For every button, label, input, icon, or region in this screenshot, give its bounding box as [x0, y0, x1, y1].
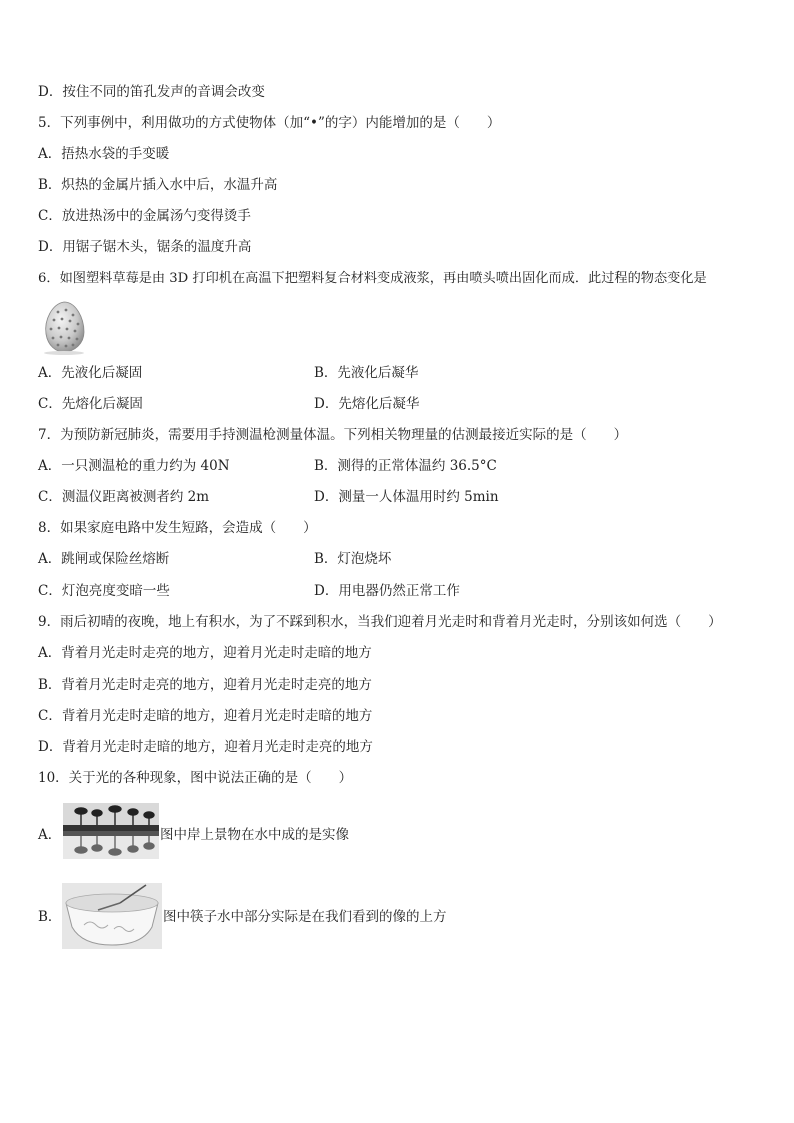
question-8-option-c: C．灯泡亮度变暗一些	[38, 583, 170, 599]
question-9-option-c: C．背着月光走时走暗的地方，迎着月光走时走暗的地方	[38, 708, 373, 724]
question-7-option-a: A．一只测温枪的重力约为 40N	[38, 458, 230, 474]
strawberry-image	[38, 298, 90, 356]
chopsticks-bowl-image	[62, 883, 162, 949]
question-8-stem: 8．如果家庭电路中发生短路，会造成（ ）	[38, 520, 317, 536]
question-9-option-a: A．背着月光走时走亮的地方，迎着月光走时走暗的地方	[38, 645, 372, 661]
question-7-stem: 7．为预防新冠肺炎，需要用手持测温枪测量体温。下列相关物理量的估测最接近实际的是（ ）	[38, 427, 628, 443]
reflection-landscape-image	[63, 803, 159, 859]
question-4-option-d: D．按住不同的笛孔发声的音调会改变	[38, 84, 265, 100]
question-6-option-d: D．先熔化后凝华	[314, 396, 420, 412]
question-8-option-a: A．跳闸或保险丝熔断	[38, 551, 170, 567]
question-10-option-a-text: 图中岸上景物在水中成的是实像	[160, 827, 349, 843]
question-5-option-d: D．用锯子锯木头，锯条的温度升高	[38, 239, 252, 255]
question-7-option-d: D．测量一人体温用时约 5min	[314, 489, 499, 505]
question-9-option-d: D．背着月光走时走暗的地方，迎着月光走时走亮的地方	[38, 739, 373, 755]
question-6-stem: 6．如图塑料草莓是由 3D 打印机在高温下把塑料复合材料变成液浆，再由喷头喷出固化而成．此过程的物态变化是	[38, 271, 707, 286]
question-5-option-c: C．放进热汤中的金属汤勺变得烫手	[38, 208, 251, 224]
question-7-option-c: C．测温仪距离被测者约 2m	[38, 489, 210, 505]
question-5-option-b: B．炽热的金属片插入水中后，水温升高	[38, 177, 278, 193]
question-10-option-a-label: A．	[38, 827, 62, 843]
question-7-option-b: B．测得的正常体温约 36.5°C	[314, 458, 497, 474]
question-6-option-c: C．先熔化后凝固	[38, 396, 143, 412]
question-10-stem: 10．关于光的各种现象，图中说法正确的是（ ）	[38, 770, 353, 786]
question-9-option-b: B．背着月光走时走亮的地方，迎着月光走时走亮的地方	[38, 677, 372, 693]
question-9-stem: 9．雨后初晴的夜晚，地上有积水，为了不踩到积水，当我们迎着月光走时和背着月光走时，分别该如何选（ ）	[38, 614, 722, 630]
question-8-option-d: D．用电器仍然正常工作	[314, 583, 460, 599]
question-10-option-b-label: B．	[38, 909, 62, 925]
question-8-option-b: B．灯泡烧坏	[314, 551, 392, 567]
question-6-option-a: A．先液化后凝固	[38, 365, 143, 381]
question-10-option-b-text: 图中筷子水中部分实际是在我们看到的像的上方	[163, 909, 447, 925]
question-5-stem: 5．下列事例中，利用做功的方式使物体（加“•”的字）内能增加的是（ ）	[38, 115, 501, 131]
question-6-option-b: B．先液化后凝华	[314, 365, 419, 381]
question-5-option-a: A．捂热水袋的手变暖	[38, 146, 170, 162]
